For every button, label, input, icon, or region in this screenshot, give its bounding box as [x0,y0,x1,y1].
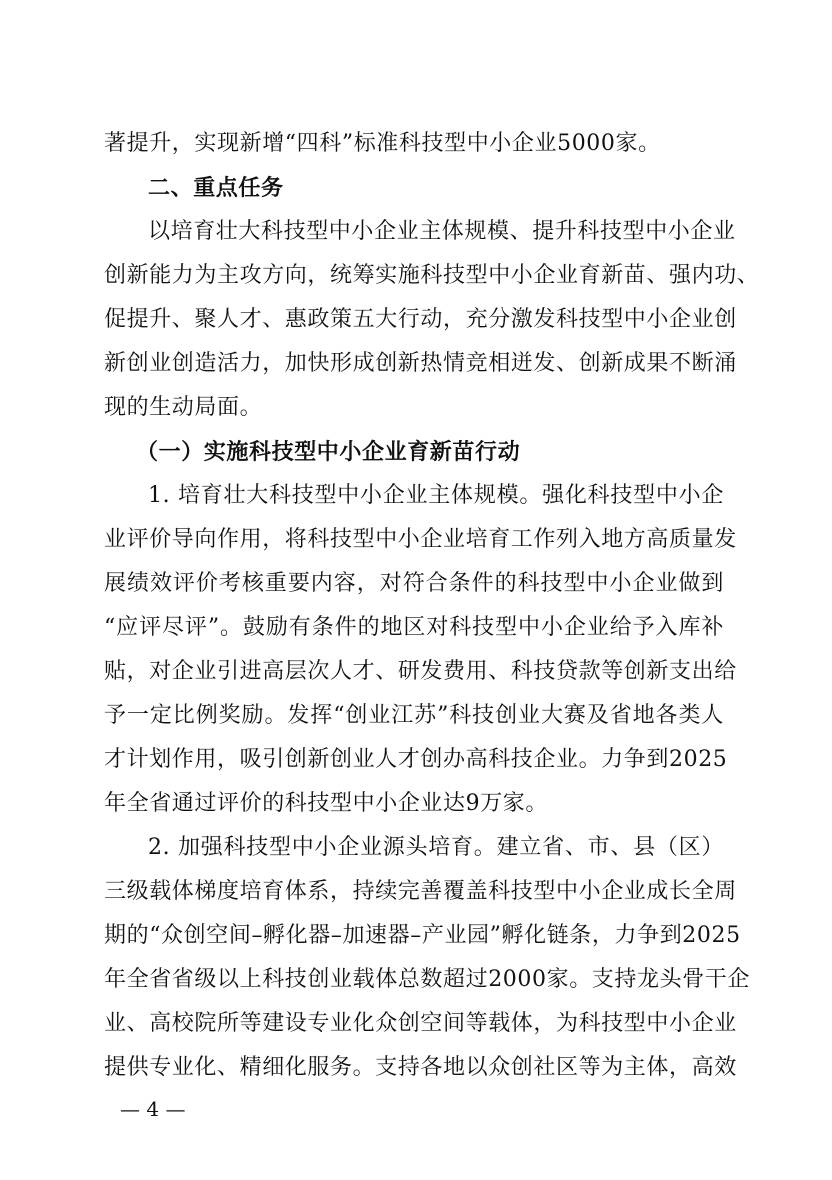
text-line-21: 业、高校院所等建设专业化众创空间等载体，为科技型中小企业 [104,1011,737,1036]
text-line-10: 业评价导向作用，将科技型中小企业培育工作列入地方高质量发 [104,527,737,552]
text-line-22: 提供专业化、精细化服务。支持各地以众创社区等为主体，高效 [104,1055,737,1080]
text-line-15: 才计划作用，吸引创新创业人才创办高科技企业。力争到2025 [104,747,728,772]
text-line-4: 创新能力为主攻方向，统筹实施科技型中小企业育新苗、强内功、 [104,263,760,288]
text-line-17: 2. 加强科技型中小企业源头培育。建立省、市、县（区） [148,835,724,860]
text-line-12: “应评尽评”。鼓励有条件的地区对科技型中小企业给予入库补 [104,615,724,640]
page-number: — 4 — [120,1097,186,1121]
text-line-13: 贴，对企业引进高层次人才、研发费用、科技贷款等创新支出给 [104,659,737,684]
text-line-7: 现的生动局面。 [104,395,263,420]
text-line-11: 展绩效评价考核重要内容，对符合条件的科技型中小企业做到 [104,571,724,596]
section-heading-key-tasks: 二、重点任务 [148,175,284,201]
text-line-3: 以培育壮大科技型中小企业主体规模、提升科技型中小企业 [148,219,736,244]
text-line-14: 予一定比例奖励。发挥“创业江苏”科技创业大赛及省地各类人 [104,703,724,728]
subsection-heading-1: （一）实施科技型中小企业育新苗行动 [136,439,521,465]
text-line-6: 新创业创造活力，加快形成创新热情竞相迸发、创新成果不断涌 [104,351,737,376]
text-line-19: 期的“众创空间–孵化器–加速器–产业园”孵化链条，力争到2025 [104,923,741,948]
text-line-1: 著提升，实现新增“四科”标准科技型中小企业5000家。 [104,131,661,156]
text-line-5: 促提升、聚人才、惠政策五大行动，充分激发科技型中小企业创 [104,307,737,332]
text-line-9: 1. 培育壮大科技型中小企业主体规模。强化科技型中小企 [148,483,724,508]
text-line-18: 三级载体梯度培育体系，持续完善覆盖科技型中小企业成长全周 [104,879,737,904]
text-line-20: 年全省省级以上科技创业载体总数超过2000家。支持龙头骨干企 [104,967,750,992]
text-line-16: 年全省通过评价的科技型中小企业达9万家。 [104,791,548,816]
